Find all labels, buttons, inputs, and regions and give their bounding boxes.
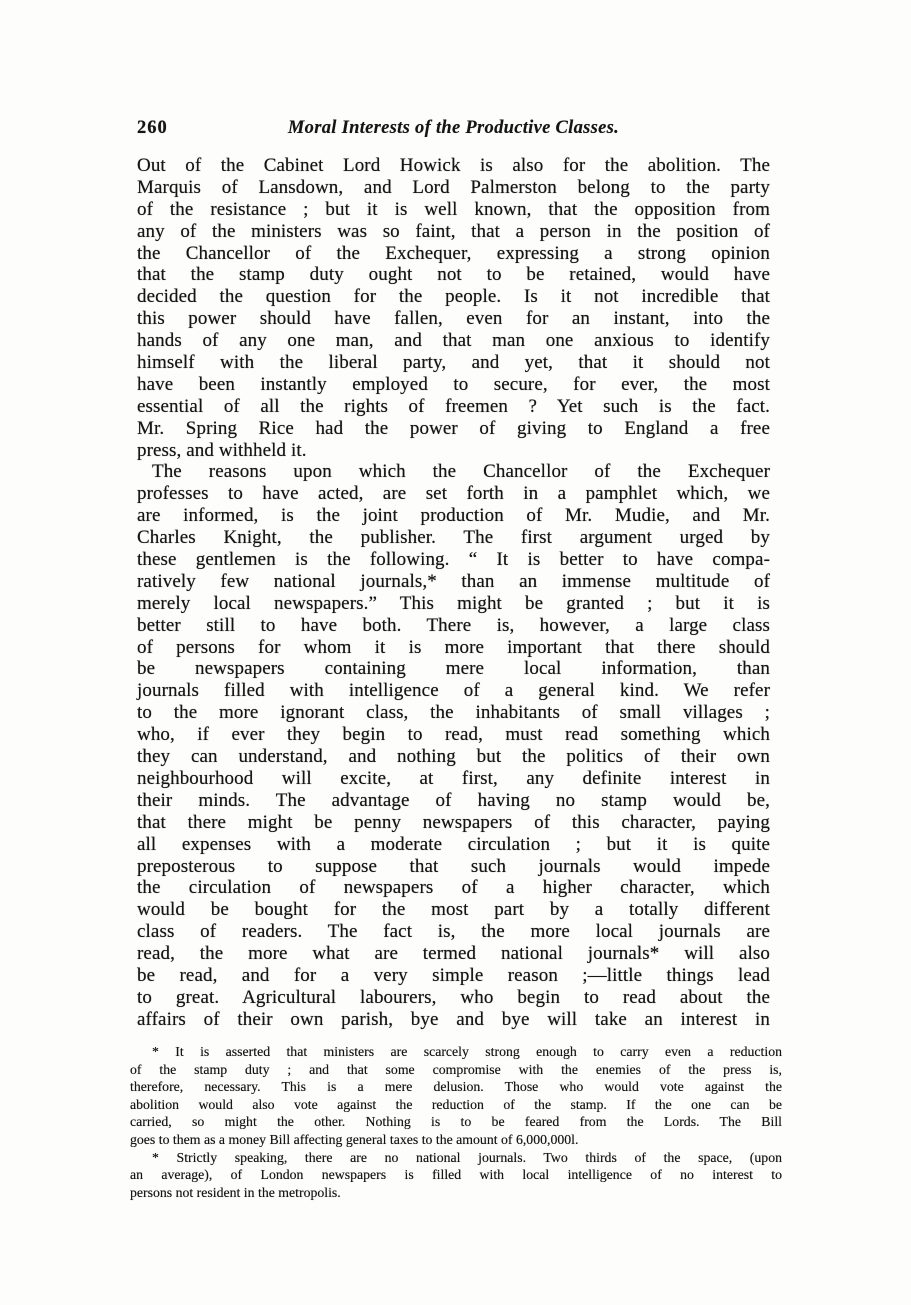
footnote-line: persons not resident in the metropolis. — [130, 1184, 341, 1200]
text-line: merely local newspapers.” This might be granted ; but it is — [137, 592, 770, 614]
text-line: journals filled with intelligence of a general kind. We refer — [137, 680, 770, 702]
text-line: would be bought for the most part by a totally different — [137, 899, 770, 921]
footnote-line: therefore, necessary. This is a mere delusion. Those who would vote against the — [130, 1079, 782, 1095]
text-line: read, the more what are termed national journals* will also — [137, 943, 770, 965]
text-line: be read, and for a very simple reason ;—little things lead — [137, 964, 770, 986]
text-line: professes to have acted, are set forth in a pamphlet which, we — [137, 483, 770, 505]
footnote-line: of the stamp duty ; and that some compromise with the enemies of the press is, — [130, 1061, 782, 1077]
text-line: the Chancellor of the Exchequer, expressing a strong opinion — [137, 242, 770, 264]
footnote-line: abolition would also vote against the reduction of the stamp. If the one can be — [130, 1096, 782, 1112]
text-line: class of readers. The fact is, the more local journals are — [137, 921, 770, 943]
text-line: this power should have fallen, even for an instant, into the — [137, 308, 770, 330]
footnote-line: goes to them as a money Bill affecting general taxes to the amount of 6,000,000l. — [130, 1131, 579, 1147]
text-line: preposterous to suppose that such journals would impede — [137, 855, 770, 877]
text-line: The reasons upon which the Chancellor of the Exchequer — [152, 461, 770, 483]
text-line: himself with the liberal party, and yet, that it should not — [137, 352, 770, 374]
text-line: of persons for whom it is more important that there should — [137, 636, 770, 658]
text-line: are informed, is the joint production of Mr. Mudie, and Mr. — [137, 505, 770, 527]
text-line: neighbourhood will excite, at first, any definite interest in — [137, 767, 770, 789]
text-line: they can understand, and nothing but the politics of their own — [137, 746, 770, 768]
text-line: these gentlemen is the following. “ It is better to have compa- — [137, 549, 770, 571]
footnote-line: carried, so might the other. Nothing is to be feared from the Lords. The Bill — [130, 1114, 782, 1130]
text-line: be newspapers containing mere local information, than — [137, 658, 770, 680]
text-line: decided the question for the people. Is it not incredible that — [137, 286, 770, 308]
footnote-line: * It is asserted that ministers are scarcely strong enough to carry even a reduction — [152, 1044, 782, 1059]
running-header — [137, 118, 770, 142]
text-line: better still to have both. There is, however, a large class — [137, 614, 770, 636]
text-line: that there might be penny newspapers of this character, paying — [137, 811, 770, 833]
text-line: Mr. Spring Rice had the power of giving to England a free — [137, 417, 770, 439]
text-line: that the stamp duty ought not to be retained, would have — [137, 264, 770, 286]
footnotes — [130, 1043, 782, 1201]
text-line: affairs of their own parish, bye and bye will take an interest in — [137, 1008, 770, 1030]
footnote-line: * Strictly speaking, there are no national journals. Two thirds of the space, (upon — [152, 1149, 782, 1165]
running-title: Moral Interests of the Productive Classes. — [287, 118, 620, 138]
text-line: to great. Agricultural labourers, who begin to read about the — [137, 986, 770, 1008]
text-line: the circulation of newspapers of a higher character, which — [137, 877, 770, 899]
text-line: hands of any one man, and that man one anxious to identify — [137, 330, 770, 352]
text-line: Out of the Cabinet Lord Howick is also for the abolition. The — [137, 155, 770, 176]
text-line: ratively few national journals,* than an immense multitude of — [137, 570, 770, 592]
text-line: who, if ever they begin to read, must read something which — [137, 724, 770, 746]
text-line: all expenses with a moderate circulation ; but it is quite — [137, 833, 770, 855]
footnote-line: an average), of London newspapers is filled with local intelligence of no interest to — [130, 1167, 782, 1183]
text-line: their minds. The advantage of having no stamp would be, — [137, 789, 770, 811]
text-line: to the more ignorant class, the inhabitants of small villages ; — [137, 702, 770, 724]
text-line: any of the ministers was so faint, that a person in the position of — [137, 220, 770, 242]
body-text — [137, 155, 770, 1031]
text-line: Marquis of Lansdown, and Lord Palmerston belong to the party — [137, 176, 770, 198]
text-line: Charles Knight, the publisher. The first argument urged by — [137, 527, 770, 549]
text-line: have been instantly employed to secure, for ever, the most — [137, 373, 770, 395]
page-number: 260 — [137, 118, 168, 138]
text-line: of the resistance ; but it is well known, that the opposition from — [137, 198, 770, 220]
text-line: press, and withheld it. — [137, 439, 307, 461]
text-line: essential of all the rights of freemen ? Yet such is the fact. — [137, 395, 770, 417]
